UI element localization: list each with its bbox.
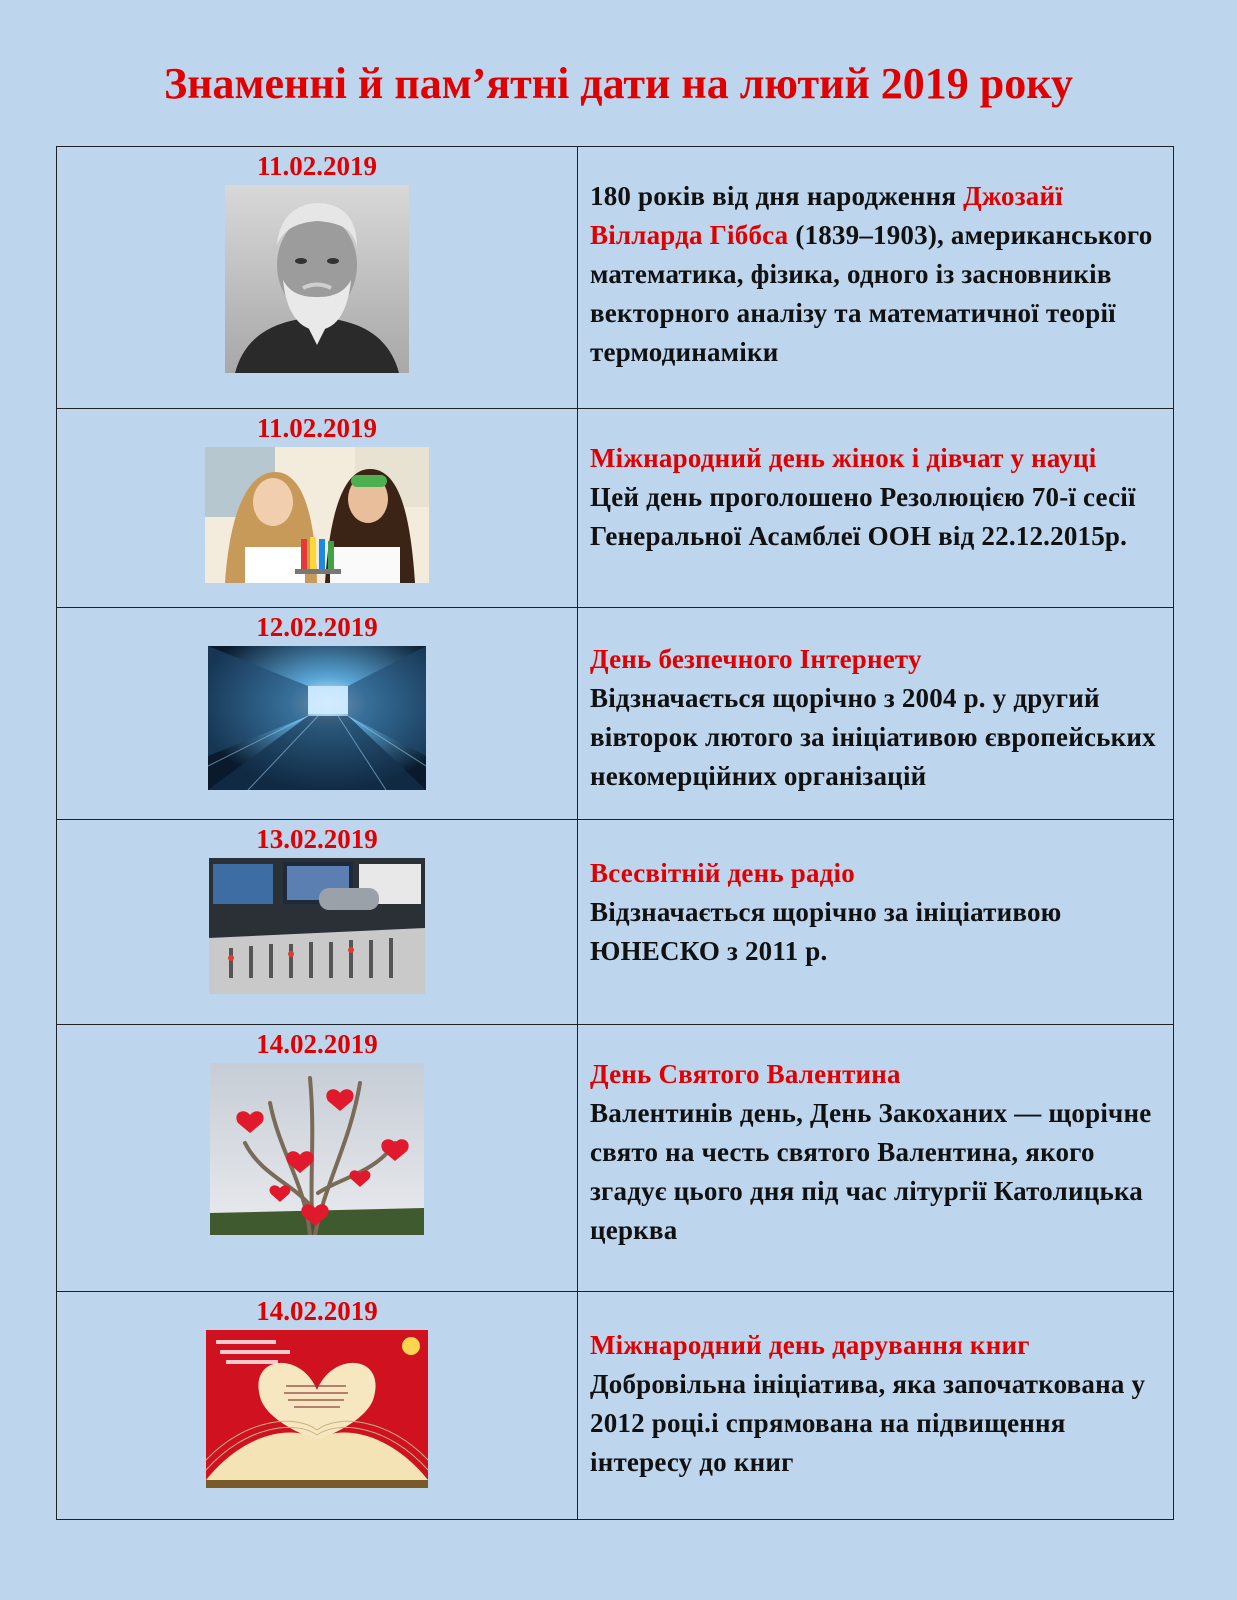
description-text: (1839–1903), американського математика, фізика, одного із засновників векторного аналізу та математичної теорії термодинаміки <box>590 220 1153 367</box>
description-cell <box>578 608 1174 820</box>
description-text: 180 років від дня народження <box>590 181 964 211</box>
event-date: 12.02.2019 <box>256 612 378 642</box>
event-body: Відзначається щорічно з 2004 р. у другий вівторок лютого за ініціативою європейських некомерційних організацій <box>590 683 1156 791</box>
date-cell <box>57 608 578 820</box>
event-body: Валентинів день, День Закоханих — щорічне свято на честь святого Валентина, якого згадує цього дня під час літургії Католицька церква <box>590 1098 1152 1245</box>
table-row <box>57 147 1174 409</box>
open-book-heart-photo <box>206 1330 428 1488</box>
page-title: Знаменні й пам’ятні дати на лютий 2019 року <box>163 59 1073 108</box>
hearts-on-tree-photo <box>210 1063 424 1235</box>
description-cell <box>578 1025 1174 1292</box>
date-cell <box>57 1025 578 1292</box>
description-cell <box>578 1292 1174 1520</box>
event-heading: День Святого Валентина <box>590 1059 901 1089</box>
portrait-photo <box>225 185 409 373</box>
event-heading: День безпечного Інтернету <box>590 644 922 674</box>
description-cell <box>578 409 1174 608</box>
event-date: 11.02.2019 <box>256 151 377 181</box>
date-cell <box>57 820 578 1025</box>
events-table <box>56 146 1174 1520</box>
digital-internet-photo <box>208 646 426 790</box>
table-row <box>57 820 1174 1025</box>
table-row <box>57 608 1174 820</box>
event-description <box>590 177 1165 372</box>
table-row <box>57 1025 1174 1292</box>
table-row <box>57 1292 1174 1520</box>
date-cell <box>57 1292 578 1520</box>
event-heading: Міжнародний день жінок і дівчат у науці <box>590 443 1097 473</box>
event-date: 11.02.2019 <box>256 413 377 443</box>
description-cell <box>578 147 1174 409</box>
description-cell <box>578 820 1174 1025</box>
event-body: Цей день проголошено Резолюцією 70-ї сесії Генеральної Асамблеї ООН від 22.12.2015р. <box>590 482 1136 551</box>
event-heading: Всесвітній день радіо <box>590 858 855 888</box>
event-body: Відзначається щорічно за ініціативою ЮНЕСКО з 2011 р. <box>590 897 1062 966</box>
table-row <box>57 409 1174 608</box>
radio-studio-photo <box>209 858 425 994</box>
event-date: 14.02.2019 <box>256 1029 378 1059</box>
date-cell <box>57 409 578 608</box>
event-body: Добровільна ініціатива, яка започаткована у 2012 році.і спрямована на підвищення інтересу до книг <box>590 1369 1146 1477</box>
event-date: 14.02.2019 <box>256 1296 378 1326</box>
event-heading: Міжнародний день дарування книг <box>590 1330 1030 1360</box>
event-date: 13.02.2019 <box>256 824 378 854</box>
date-cell <box>57 147 578 409</box>
girls-in-lab-photo <box>205 447 429 583</box>
person-name: Джозайї Вілларда Гіббса <box>590 181 1063 250</box>
